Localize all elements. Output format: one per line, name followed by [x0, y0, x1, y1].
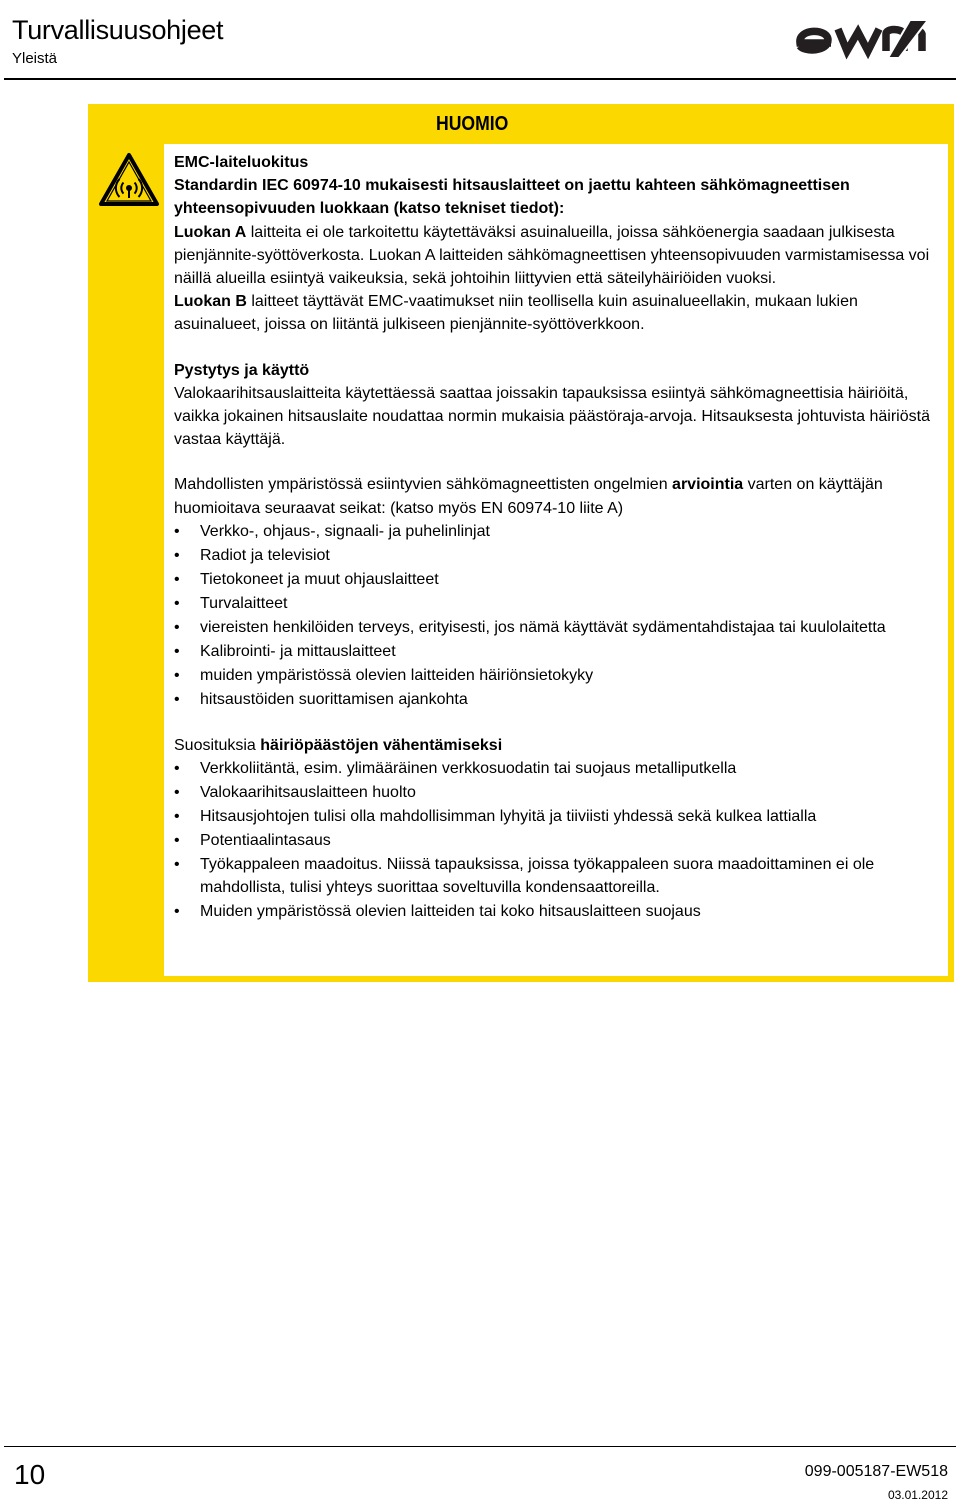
document-id: 099-005187-EW518	[804, 1463, 948, 1480]
footer-divider	[4, 1446, 956, 1447]
list-item: • Valokaarihitsauslaitteen huolto	[174, 781, 948, 804]
list-item: • Radiot ja televisiot	[174, 544, 948, 567]
page-number: 10	[14, 1459, 46, 1490]
bullet-icon: •	[174, 666, 180, 684]
bullet-icon: •	[174, 856, 180, 874]
installation-section	[174, 359, 948, 452]
bullet-icon: •	[174, 760, 180, 778]
bullet-icon: •	[174, 642, 180, 660]
list-item: • Verkkoliitäntä, esim. ylimääräinen verkkosuodatin tai suojaus metalliputkella	[174, 757, 948, 780]
list-item: • hitsaustöiden suorittamisen ajankohta	[174, 688, 948, 711]
list-item: • Tietokoneet ja muut ohjauslaitteet	[174, 568, 948, 591]
page-title: Turvallisuusohjeet	[12, 15, 224, 45]
list-item: • Verkko-, ohjaus-, signaali- ja puhelinlinjat	[174, 520, 948, 543]
bullet-icon: •	[174, 808, 180, 826]
bullet-icon: •	[174, 522, 180, 540]
list-item: • viereisten henkilöiden terveys, erityisesti, jos nämä käyttävät sydämentahdistajaa tai kuulolaitetta	[174, 616, 948, 639]
emc-radiation-warning-icon	[98, 152, 160, 208]
recommendations-list	[174, 757, 948, 923]
list-item: • Hitsausjohtojen tulisi olla mahdollisimman lyhyitä ja tiiviisti yhdessä sekä kulkea lattialla	[174, 805, 948, 828]
bullet-icon: •	[174, 546, 180, 564]
list-item: • Työkappaleen maadoitus. Niissä tapauksissa, joissa työkappaleen suora maadoittaminen ei ole mahdollista, tulisi yhteys suorittaa soveltuvilla kondensaattoreilla.	[174, 853, 948, 899]
list-item: • Muiden ympäristössä olevien laitteiden tai koko hitsauslaitteen suojaus	[174, 900, 948, 923]
notice-box	[88, 104, 954, 982]
bullet-icon: •	[174, 618, 180, 636]
assessment-section	[174, 473, 948, 711]
bullet-icon: •	[174, 594, 180, 612]
bullet-icon: •	[174, 903, 180, 921]
ewm-logo	[794, 20, 934, 60]
bullet-icon: •	[174, 832, 180, 850]
recommendations-heading: Suosituksia häiriöpäästöjen vähentämiseksi	[174, 737, 503, 755]
list-item: • Kalibrointi- ja mittauslaitteet	[174, 640, 948, 663]
assessment-intro: Mahdollisten ympäristössä esiintyvien sähkömagneettisten ongelmien arviointia varten on käyttäjän huomioitava seuraavat seikat: (katso myös EN 60974-10 liite A)	[174, 476, 883, 517]
emc-heading: EMC-laiteluokitus	[174, 154, 309, 171]
bullet-icon: •	[174, 570, 180, 588]
bullet-icon: •	[174, 690, 180, 708]
assessment-list	[174, 520, 948, 711]
document-date: 03.01.2012	[887, 1488, 948, 1502]
list-item: • muiden ympäristössä olevien laitteiden häiriönsietokyky	[174, 664, 948, 687]
recommendations-section	[174, 734, 948, 924]
notice-title: HUOMIO	[436, 113, 509, 135]
header-divider	[4, 78, 956, 80]
page-subtitle: Yleistä	[12, 50, 58, 67]
class-a-paragraph: Luokan A laitteita ei ole tarkoitettu käytettäväksi asuinalueilla, joissa sähköenergia saadaan julkisesta pienjännite-syöttöverkosta. Luokan A laitteiden sähkömagneettisen yhteensopivuuden varmistamisessa voi näillä alueilla esiintyä vaikeuksia, sekä johtoihin liittyvien että säteilyhäiriöiden vuoksi.	[174, 223, 930, 288]
notice-body	[164, 144, 948, 976]
list-item: • Potentiaalintasaus	[174, 829, 948, 852]
emc-standard-text: Standardin IEC 60974-10 mukaisesti hitsauslaitteet on jaettu kahteen sähkömagneettisen yhteensopivuuden luokkaan (katso tekniset tiedot):	[174, 177, 850, 218]
emc-section	[174, 151, 948, 337]
bullet-icon: •	[174, 784, 180, 802]
class-b-paragraph: Luokan B laitteet täyttävät EMC-vaatimukset niin teollisella kuin asuinalueellakin, mukaan lukien asuinalueet, joissa on liitäntä julkiseen pienjännite-syöttöverkkoon.	[174, 293, 858, 334]
list-item: • Turvalaitteet	[174, 592, 948, 615]
installation-paragraph: Valokaarihitsauslaitteita käytettäessä saattaa joissakin tapauksissa esiintyä sähkömagneettisia häiriöitä, vaikka jokainen hitsauslaite noudattaa normin mukaisia päästöraja-arvoja. Hitsauksesta johtuvista häiriöstä vastaa käyttäjä.	[174, 384, 930, 449]
installation-heading: Pystytys ja käyttö	[174, 361, 310, 379]
